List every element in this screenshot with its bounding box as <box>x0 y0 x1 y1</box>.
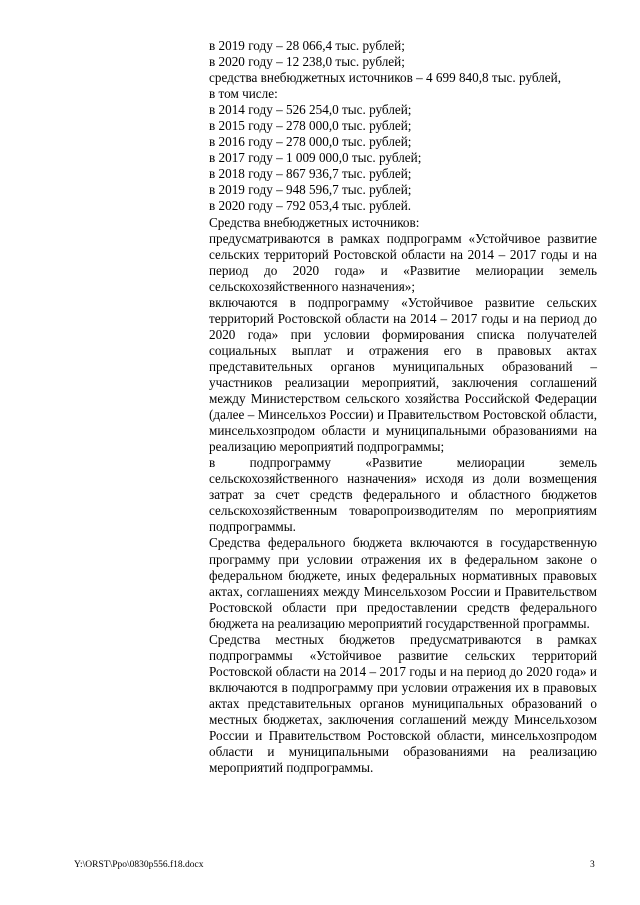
paragraph: Средства федерального бюджета включаются в государственную программу при условии отражения их в федеральном законе о федеральном бюджете, иных федеральных нормативных правовых актах, соглашениях между Минсельхозом России и Правительством Ростовской области при предоставлении средств федерального бюджета на реализацию мероприятий государственной программы. <box>209 535 597 631</box>
funding-line: в 2018 году – 867 936,7 тыс. рублей; <box>209 166 412 182</box>
paragraph: предусматриваются в рамках подпрограмм «Устойчивое развитие сельских территорий Ростовской области на 2014 – 2017 годы и на период до 2020 года» и «Развитие мелиорации земель сельскохозяйственного назначения»; <box>209 230 597 294</box>
funding-line: средства внебюджетных источников – 4 699 840,8 тыс. рублей, <box>209 70 562 86</box>
footer-file-path: Y:\ORST\Ppo\0830p556.f18.docx <box>74 860 204 870</box>
funding-line: в 2020 году – 12 238,0 тыс. рублей; <box>209 54 405 70</box>
funding-lines <box>209 38 597 231</box>
page-number: 3 <box>590 860 595 870</box>
funding-line: в 2019 году – 28 066,4 тыс. рублей; <box>209 38 405 53</box>
paragraph: Средства местных бюджетов предусматриваются в рамках подпрограммы «Устойчивое развитие сельских территорий Ростовской области на 2014 – 2017 годы и на период до 2020 года» и включаются в подпрограмму при условии отражения их в правовых актах представительных органов муниципальных образований о местных бюджетах, заключения соглашений между Минсельхозом России и Правительством Ростовской области, минсельхозпродом области и муниципальными образованиями на реализацию мероприятий подпрограммы. <box>209 631 597 776</box>
paragraph: включаются в подпрограмму «Устойчивое развитие сельских территорий Ростовской области на 2014 – 2017 годы и на период до 2020 года» при условии формирования списка получателей социальных выплат и отражения его в правовых актах представительных органов муниципальных образований – участников реализации мероприятий, заключения соглашений между Министерством сельского хозяйства Российской Федерации (далее – Минсельхоз России) и Правительством Ростовской области, минсельхозпродом области и муниципальными образованиями на реализацию мероприятий подпрограммы; <box>209 294 597 455</box>
funding-line: Средства внебюджетных источников: <box>209 214 420 230</box>
funding-line: в 2016 году – 278 000,0 тыс. рублей; <box>209 134 412 150</box>
funding-line: в 2017 году – 1 009 000,0 тыс. рублей; <box>209 150 422 166</box>
funding-line: в 2014 году – 526 254,0 тыс. рублей; <box>209 102 412 118</box>
paragraph: в подпрограмму «Развитие мелиорации земель сельскохозяйственного назначения» исходя из доли возмещения затрат за счет средств федерального и областного бюджетов сельскохозяйственным товаропроизводителям по мероприятиям подпрограммы. <box>209 455 597 535</box>
funding-line: в том числе: <box>209 86 278 102</box>
document-body <box>209 38 597 776</box>
funding-line: в 2015 году – 278 000,0 тыс. рублей; <box>209 118 412 134</box>
funding-line: в 2020 году – 792 053,4 тыс. рублей. <box>209 198 412 214</box>
funding-line: в 2019 году – 948 596,7 тыс. рублей; <box>209 182 412 198</box>
